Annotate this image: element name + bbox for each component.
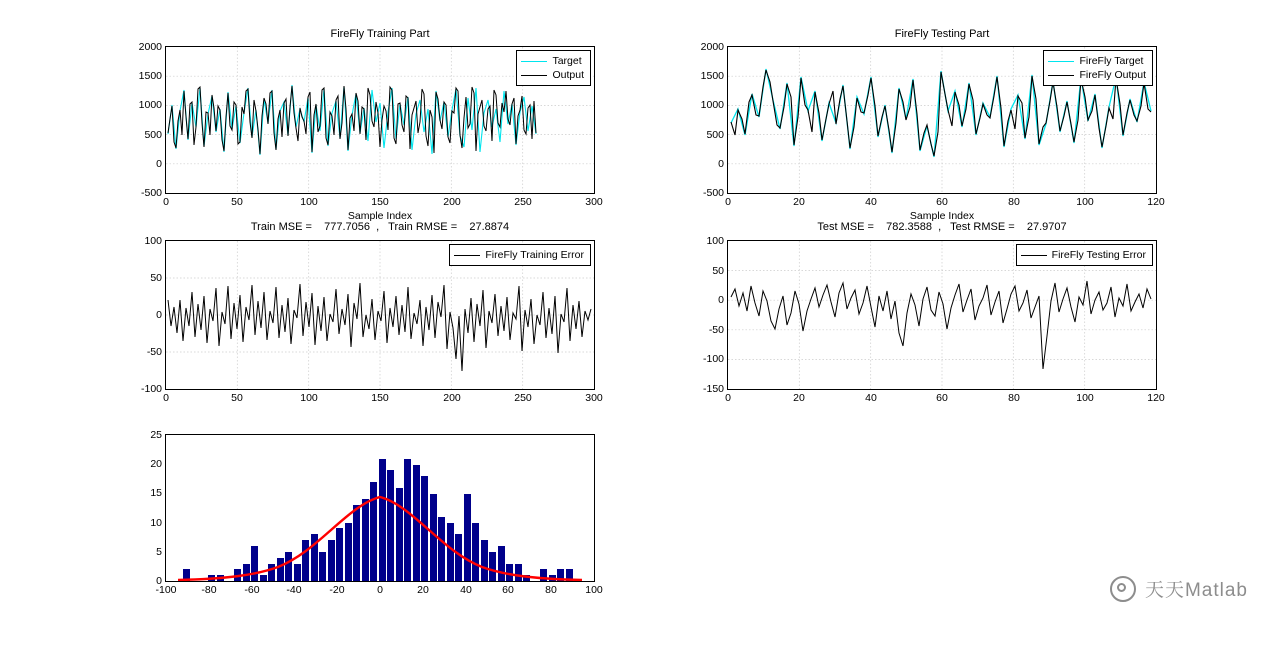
xtick-label: 100 (300, 392, 318, 404)
xtick-label: 80 (545, 584, 557, 596)
legend-training-part (516, 50, 591, 86)
xtick-label: 80 (1008, 196, 1020, 208)
legend-item (521, 68, 584, 82)
ytick-label: 1000 (700, 99, 724, 111)
ytick-label: 20 (150, 458, 162, 470)
legend-swatch-firefly-output-icon (1048, 75, 1074, 76)
legend-item (1021, 248, 1146, 262)
xtick-label: 0 (725, 196, 731, 208)
page-title: FireFly Testing Part (894, 28, 990, 40)
legend-label: FireFly Target (1079, 55, 1144, 67)
chart-panel-training-error (140, 221, 603, 404)
xtick-label: 40 (865, 196, 877, 208)
ytick-label: -100 (140, 383, 162, 395)
chart-panel-testing-part (700, 28, 1165, 222)
xtick-label: 100 (585, 584, 603, 596)
legend-label: FireFly Testing Error (1051, 249, 1146, 261)
ytick-label: 0 (156, 575, 162, 587)
xtick-label: -40 (286, 584, 302, 596)
train-mse-rmse-text: Train MSE = 777.7056 , Train RMSE = 27.8874 (250, 221, 510, 233)
ytick-label: 0 (156, 158, 162, 170)
watermark-text: 天天Matlab (1144, 580, 1248, 601)
ytick-label: -50 (708, 324, 724, 336)
legend-swatch-target-icon (521, 61, 547, 62)
ytick-label: -500 (140, 187, 162, 199)
ytick-label: 15 (150, 487, 162, 499)
ytick-label: 0 (718, 294, 724, 306)
chart-panel-error-histogram (150, 429, 603, 596)
xtick-label: 120 (1147, 196, 1165, 208)
legend-label: FireFly Training Error (485, 249, 584, 261)
legend-testing-part (1043, 50, 1153, 86)
plot-area-error-histogram (150, 429, 603, 596)
xtick-label: 100 (1076, 196, 1094, 208)
ytick-label: 0 (718, 158, 724, 170)
ytick-label: 1500 (138, 70, 162, 82)
legend-item (521, 54, 584, 68)
chart-panel-testing-error (702, 221, 1165, 404)
xtick-label: 0 (163, 196, 169, 208)
xtick-label: 20 (793, 196, 805, 208)
xtick-label: 50 (231, 196, 243, 208)
ytick-label: 1000 (138, 99, 162, 111)
xtick-label: 150 (371, 392, 389, 404)
ytick-label: 1500 (700, 70, 724, 82)
xtick-label: 50 (231, 392, 243, 404)
ytick-label: -150 (702, 383, 724, 395)
ytick-label: 100 (144, 235, 162, 247)
ytick-label: 0 (156, 309, 162, 321)
xtick-label: 100 (1076, 392, 1094, 404)
legend-item (454, 248, 584, 262)
xtick-label: -60 (244, 584, 260, 596)
legend-label: Output (552, 69, 584, 81)
ytick-label: 50 (712, 265, 724, 277)
ytick-label: 10 (150, 517, 162, 529)
legend-swatch-output-icon (521, 75, 547, 76)
ytick-label: 500 (144, 129, 162, 141)
xtick-label: 300 (585, 392, 603, 404)
ytick-label: 25 (150, 429, 162, 441)
legend-training-error (449, 244, 591, 266)
ytick-label: 500 (706, 129, 724, 141)
xtick-label: 120 (1147, 392, 1165, 404)
histogram-bars (183, 459, 573, 581)
x-axis-label: Sample Index (909, 210, 975, 222)
legend-label: Target (552, 55, 582, 67)
xtick-label: -80 (201, 584, 217, 596)
x-axis-label: Sample Index (347, 210, 413, 222)
xtick-label: 0 (377, 584, 383, 596)
ytick-label: 50 (150, 272, 162, 284)
legend-swatch-testing-error-icon (1021, 255, 1047, 256)
xtick-label: 40 (865, 392, 877, 404)
series-firefly-training-error (168, 283, 591, 371)
legend-swatch-firefly-target-icon (1048, 61, 1074, 62)
xtick-label: 250 (514, 196, 532, 208)
xtick-label: 100 (300, 196, 318, 208)
ytick-label: 5 (156, 546, 162, 558)
xtick-label: 80 (1008, 392, 1020, 404)
legend-item (1048, 68, 1146, 82)
xtick-label: 0 (163, 392, 169, 404)
ytick-label: -500 (702, 187, 724, 199)
xtick-label: 40 (460, 584, 472, 596)
plot-area-testing-error (702, 235, 1165, 404)
plot-area-testing-part (700, 41, 1165, 222)
ytick-label: 2000 (700, 41, 724, 53)
wechat-logo-icon (1110, 576, 1136, 602)
ytick-label: -50 (146, 346, 162, 358)
xtick-label: 300 (585, 196, 603, 208)
test-mse-rmse-text: Test MSE = 782.3588 , Test RMSE = 27.9707 (817, 221, 1067, 233)
xtick-label: 200 (443, 392, 461, 404)
xtick-label: 20 (417, 584, 429, 596)
ytick-label: 2000 (138, 41, 162, 53)
ytick-label: -100 (702, 353, 724, 365)
series-firefly-testing-error (731, 281, 1151, 369)
legend-item (1048, 54, 1146, 68)
legend-label: FireFly Output (1079, 69, 1146, 81)
xtick-label: -20 (329, 584, 345, 596)
xtick-label: 250 (514, 392, 532, 404)
xtick-label: 0 (725, 392, 731, 404)
xtick-label: -100 (155, 584, 177, 596)
legend-testing-error (1016, 244, 1153, 266)
xtick-label: 20 (793, 392, 805, 404)
legend-swatch-training-error-icon (454, 255, 480, 256)
xtick-label: 60 (502, 584, 514, 596)
ytick-label: 100 (706, 235, 724, 247)
plot-area-training-error (140, 235, 603, 404)
chart-panel-training-part (138, 28, 603, 222)
xtick-label: 200 (443, 196, 461, 208)
xtick-label: 60 (936, 392, 948, 404)
xtick-label: 150 (371, 196, 389, 208)
error-histogram-svg (166, 435, 594, 581)
page-title: FireFly Training Part (330, 28, 430, 40)
xtick-label: 60 (936, 196, 948, 208)
plot-area-training-part (138, 41, 603, 222)
watermark (1110, 575, 1248, 602)
